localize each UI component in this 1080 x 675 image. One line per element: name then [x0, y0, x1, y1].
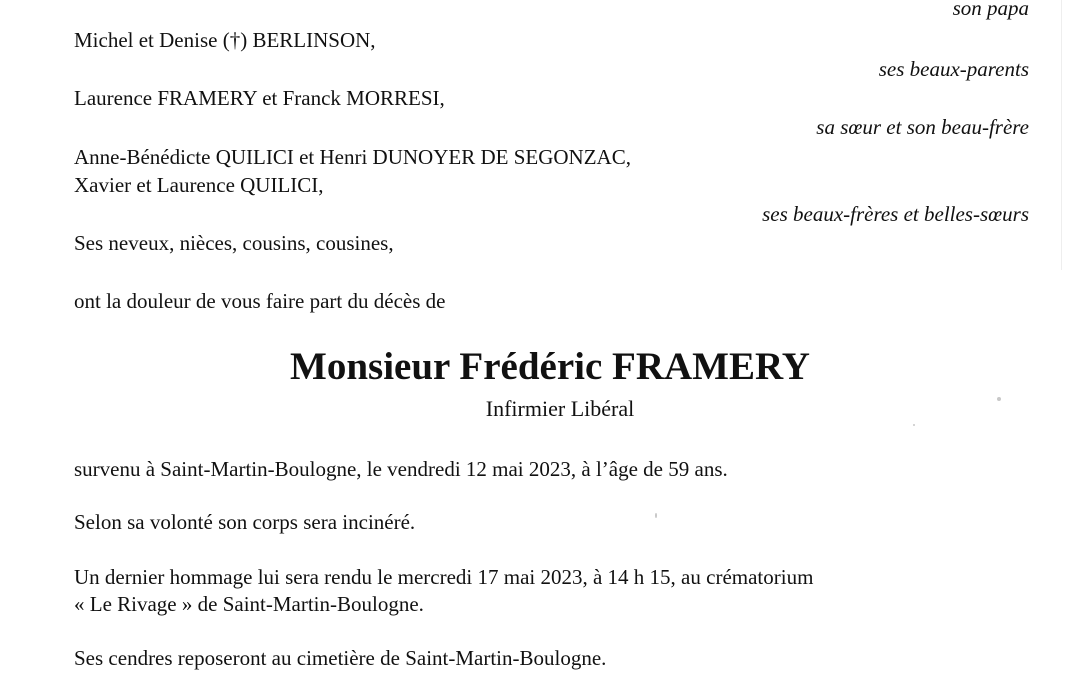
role-father: son papa — [952, 0, 1029, 20]
family-line-siblings-in-law-2: Xavier et Laurence QUILICI, — [74, 173, 324, 197]
role-parents-in-law: ses beaux-parents — [878, 57, 1029, 81]
scan-edge-line — [1061, 0, 1062, 270]
role-sister: sa sœur et son beau-frère — [816, 115, 1029, 139]
family-line-relatives: Ses neveux, nièces, cousins, cousines, — [74, 231, 394, 255]
cremation-wish: Selon sa volonté son corps sera incinéré. — [74, 510, 416, 534]
family-line-sister: Laurence FRAMERY et Franck MORRESI, — [74, 86, 445, 110]
scan-speck — [997, 397, 1001, 401]
deceased-occupation: Infirmier Libéral — [485, 396, 635, 421]
family-line-siblings-in-law-1: Anne-Bénédicte QUILICI et Henri DUNOYER DE SEGONZAC, — [74, 145, 631, 169]
family-line-parents-in-law: Michel et Denise (†) BERLINSON, — [74, 28, 376, 52]
ceremony-line-1: Un dernier hommage lui sera rendu le mercredi 17 mai 2023, à 14 h 15, au crématorium — [74, 565, 814, 589]
deceased-name: Monsieur Frédéric FRAMERY — [290, 345, 810, 388]
scan-speck — [655, 513, 657, 518]
death-details: survenu à Saint-Martin-Boulogne, le vendredi 12 mai 2023, à l’âge de 59 ans. — [74, 457, 728, 481]
scan-speck — [913, 424, 915, 426]
ashes-resting-place: Ses cendres reposeront au cimetière de Saint-Martin-Boulogne. — [74, 646, 607, 670]
role-siblings-in-law: ses beaux-frères et belles-sœurs — [762, 202, 1029, 226]
ceremony-line-2: « Le Rivage » de Saint-Martin-Boulogne. — [74, 592, 424, 616]
announcement-text: ont la douleur de vous faire part du décès de — [74, 289, 446, 313]
